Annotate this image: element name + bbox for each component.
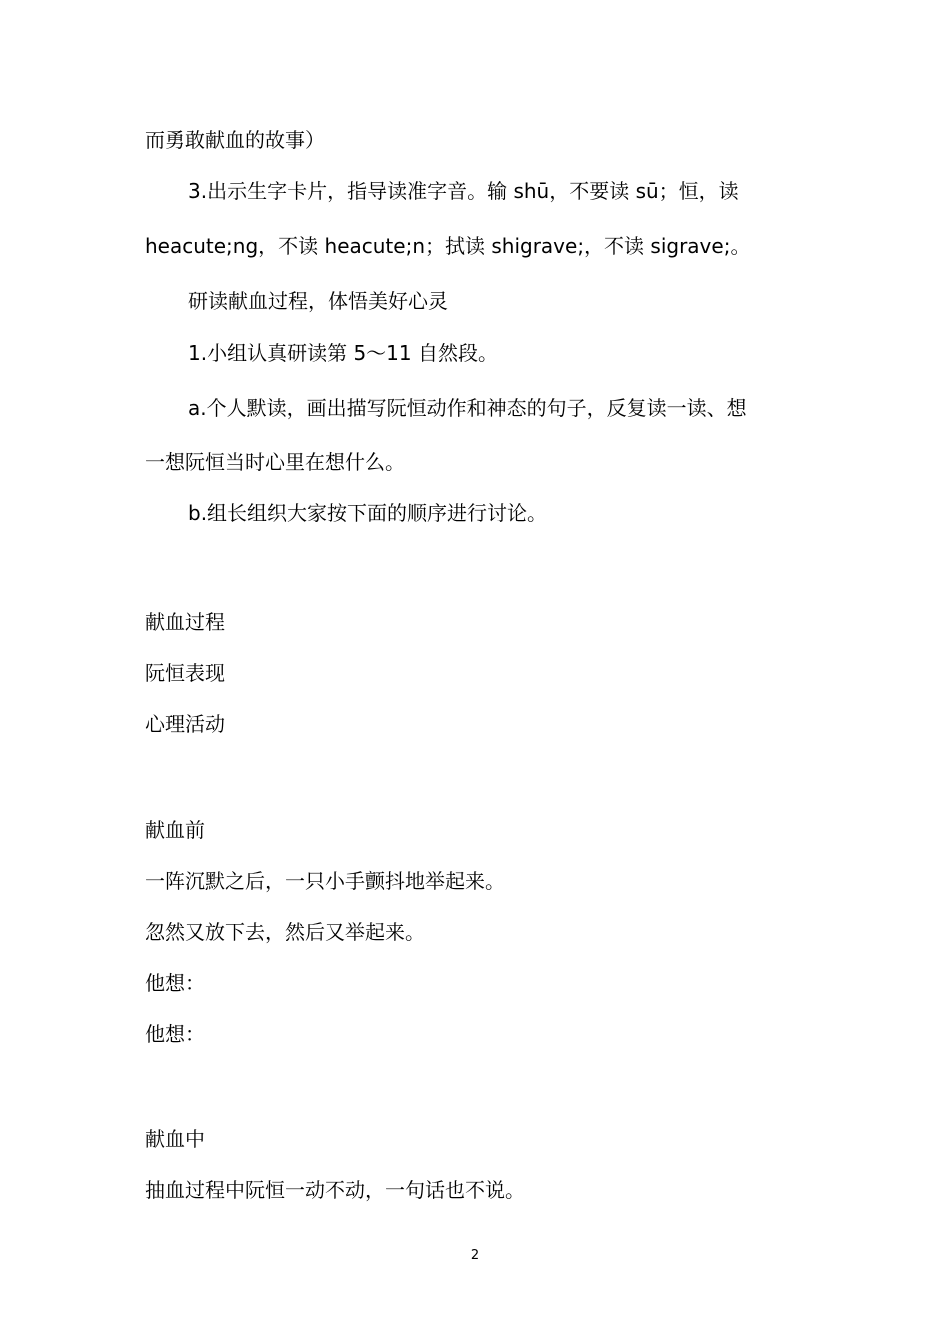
table-cell: 抽血过程中阮恒一动不动，一句话也不说。: [145, 1178, 525, 1202]
paragraph-line: 一想阮恒当时心里在想什么。: [145, 450, 405, 474]
table-cell: 忽然又放下去，然后又举起来。: [145, 920, 425, 944]
paragraph-line: heacute;ng，不读 heacute;n；拭读 shigrave;，不读 sigrave;。: [145, 234, 751, 258]
table-cell: 献血中: [145, 1127, 205, 1151]
paragraph-line: b.组长组织大家按下面的顺序进行讨论。: [188, 501, 548, 525]
table-header-cell: 心理活动: [145, 712, 225, 736]
table-cell: 他想：: [145, 1022, 205, 1046]
page-number: 2: [470, 1248, 480, 1263]
paragraph-line: 而勇敢献血的故事）: [145, 128, 325, 152]
paragraph-line: a.个人默读，画出描写阮恒动作和神态的句子，反复读一读、想: [188, 396, 747, 420]
section-heading: 研读献血过程，体悟美好心灵: [188, 289, 448, 313]
table-header-cell: 献血过程: [145, 610, 225, 634]
table-cell: 一阵沉默之后，一只小手颤抖地举起来。: [145, 869, 505, 893]
table-cell: 他想：: [145, 971, 205, 995]
paragraph-line: 1.小组认真研读第 5～11 自然段。: [188, 341, 498, 365]
table-cell: 献血前: [145, 818, 205, 842]
paragraph-line: 3.出示生字卡片，指导读准字音。输 shū，不要读 sū；恒，读: [188, 179, 739, 203]
table-header-cell: 阮恒表现: [145, 661, 225, 685]
